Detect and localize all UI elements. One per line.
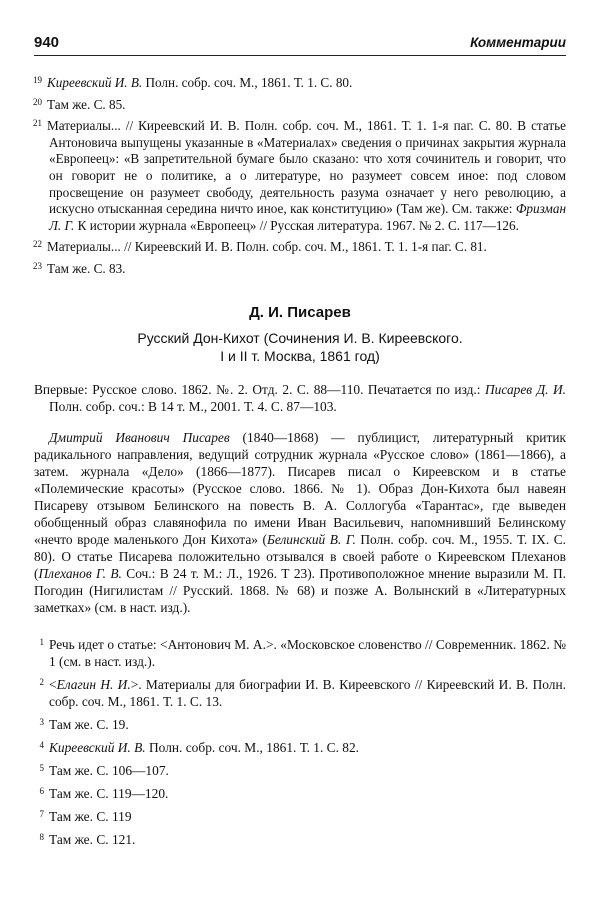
footnote-number: 21: [33, 118, 42, 129]
paragraph-text: Соч.: В 24 т. М.: Л., 1926. Т 23). Противоположное мнение выразили М. П. Погодин (Нигилистам // Русский. 1868. № 68) и позже А. Волынский в «Литературных заметках» (см. в наст. изд.).: [34, 565, 566, 615]
footnote-number: 8: [39, 831, 44, 842]
footnote-text: Материалы... // Киреевский И. В. Полн. собр. соч. М., 1861. Т. 1. 1-я паг. С. 80. В статье Антоновича выпущены указанные в «Материалах» сведения о причинах закрытия журнала «Европеец»: «В запретительной бумаге было сказано: что хотя сочинитель и говорит, что он говорит не о политике, а о литературе, но разумеет совсем иное: под словом просвещение он разумеет свободу, деятельность разума означает у него революцию, а искусно отысканная середина ничто иное, как конституцию» (Там же). См. также:: [47, 118, 566, 217]
footnote-20: [34, 94, 566, 114]
page-header: [34, 34, 566, 56]
footnotes-bottom: [34, 634, 566, 848]
paragraph-text: (1840—1868) — публицист, литературный критик радикального направления, ведущий сотрудник журнала «Русское слово» (1861—1866), а затем. журнала «Дело» (1866—1877). Писарев писал о Киреевском и в статье «Полемические красоты» (Русское слово. 1866. № 1). Образ Дон-Кихота был навеян Писареву отзывом Белинского на повесть В. А. Соллогуба «Тарантас», где выведен обобщенный образ славянофила по имени Иван Васильевич, напомнивший Белинскому «нечто вроде маленького Дон Кихота» (: [34, 429, 566, 547]
footnote-22: [34, 236, 566, 256]
footnote-text: Речь идет о статье: <Антонович М. А.>. «Московское словенство // Современник. 1862. № 1 (см. в наст. изд.).: [49, 636, 566, 669]
footnote-number: 2: [39, 676, 44, 687]
footnote-number: 22: [33, 239, 42, 250]
footnote-8: [34, 829, 566, 848]
footnote-number: 4: [39, 739, 44, 750]
footnotes-top: [34, 72, 566, 278]
footnote-author: Елагин Н. И.: [56, 676, 131, 692]
footnote-text: Полн. собр. соч. М., 1861. Т. 1. С. 80.: [142, 75, 353, 90]
footnote-number: 7: [39, 808, 44, 819]
footnote-text: Материалы... // Киреевский И. В. Полн. собр. соч. М., 1861. Т. 1. 1-я паг. С. 81.: [47, 239, 487, 255]
footnote-text: Полн. собр. соч. М., 1861. Т. 1. С. 82.: [145, 739, 360, 755]
publication-author: Писарев Д. И.: [485, 381, 566, 397]
footnote-text: Там же. С. 83.: [47, 260, 126, 276]
footnote-text: Там же. С. 85.: [47, 96, 126, 112]
page-number: 940: [34, 34, 60, 51]
publication-info: [34, 381, 566, 415]
footnote-author: Киреевский И. В.: [49, 739, 146, 755]
cited-author: Плеханов Г. В.: [38, 565, 122, 581]
footnote-text: <: [49, 676, 57, 692]
publication-tail: Полн. собр. соч.: В 14 т. М., 2001. Т. 4. С. 87—103.: [49, 398, 337, 414]
footnote-19: [34, 72, 566, 92]
footnote-4: [34, 737, 566, 756]
footnote-23: [34, 258, 566, 278]
footnote-text: Там же. С. 19.: [49, 716, 129, 732]
footnote-6: [34, 783, 566, 802]
footnote-number: 20: [33, 96, 42, 107]
footnote-text-tail: К истории журнала «Европеец» // Русская литература. 1967. № 2. С. 117—126.: [74, 217, 519, 233]
paragraph-text: Полн. собр. соч. М., 1955. Т. IX. С. 80). О статье Писарева положительно отзывался в своей работе о Киреевском Плеханов (: [34, 531, 566, 581]
footnote-1: [34, 634, 566, 670]
footnote-5: [34, 760, 566, 779]
footnote-21: [34, 115, 566, 234]
footnote-number: 5: [39, 762, 44, 773]
section-subtitle: [34, 329, 566, 365]
footnote-7: [34, 806, 566, 825]
footnote-3: [34, 714, 566, 733]
footnote-number: 23: [33, 260, 42, 271]
publication-lead: Впервые: Русское слово. 1862. №. 2. Отд. 2. С. 88—110. Печатается по изд.:: [34, 381, 485, 397]
book-page: [34, 34, 566, 852]
footnote-number: 19: [33, 75, 42, 85]
footnote-author: Киреевский И. В.: [47, 75, 143, 90]
footnote-text: Там же. С. 119—120.: [49, 785, 169, 801]
cited-author: Белинский В. Г.: [266, 531, 356, 547]
running-head: Комментарии: [470, 35, 566, 50]
footnote-number: 3: [39, 716, 44, 727]
footnote-text: Там же. С. 119: [49, 808, 132, 824]
section-title: Д. И. Писарев: [249, 303, 351, 321]
footnote-text: Там же. С. 121.: [49, 831, 136, 847]
subtitle-line: Русский Дон-Кихот (Сочинения И. В. Киреевского.: [137, 329, 463, 346]
footnote-2: [34, 674, 566, 710]
footnote-number: 6: [39, 785, 44, 796]
subtitle-line: I и II т. Москва, 1861 год): [220, 347, 380, 364]
person-name: Дмитрий Иванович Писарев: [49, 429, 230, 445]
footnote-number: 1: [39, 636, 44, 647]
footnote-text-tail: >. Материалы для биографии И. В. Киреевского // Киреевский И. В. Полн. собр. соч. М., 1861. Т. 1. С. 13.: [49, 676, 566, 709]
commentary-paragraph: [34, 429, 566, 616]
footnote-text: Там же. С. 106—107.: [49, 762, 169, 778]
footnote-author: Фризман Л. Г.: [49, 201, 566, 233]
